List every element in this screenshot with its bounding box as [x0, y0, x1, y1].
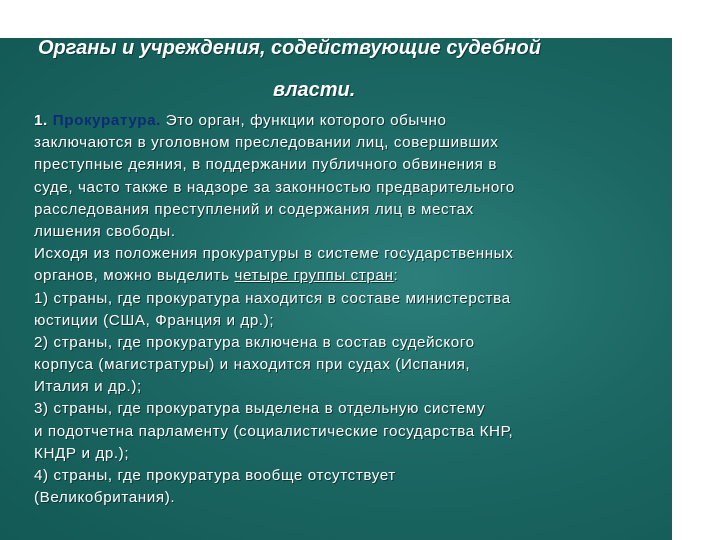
list-item-4-line-2: (Великобритания). — [34, 489, 176, 507]
body-line-2: заключаются в уголовном преследовании лиц, совершивших — [34, 134, 499, 152]
body-line-7: Исходя из положения прокуратуры в системе государственных — [34, 245, 514, 263]
four-groups-phrase: четыре группы стран — [234, 267, 394, 285]
list-item-4-line-1: 4) страны, где прокуратура вообще отсутствует — [34, 467, 396, 484]
list-item-3-line-3: КНДР и др.); — [34, 444, 130, 462]
slide-body — [34, 110, 634, 509]
slide-title-line-1: Органы и учреждения, содействующие судебной — [38, 38, 541, 59]
slide-title-line-2: власти. — [273, 79, 356, 101]
section-term: Прокуратура. — [52, 112, 161, 129]
body-text: органов, можно выделить — [34, 267, 230, 285]
list-item-3-line-2: и подотчетна парламенту (социалистические государства КНР, — [34, 422, 514, 440]
body-line-6: лишения свободы. — [34, 222, 176, 240]
list-item-1-line-1: 1) страны, где прокуратура находится в составе министерства — [34, 289, 511, 307]
body-line-1 — [34, 110, 634, 132]
body-line-4: суде, часто также в надзоре за законностью предварительного — [34, 178, 515, 196]
list-item-2-line-2: корпуса (магистратуры) и находится при судах (Испания, — [34, 356, 471, 374]
body-line-5: расследования преступлений и содержания лиц в местах — [34, 200, 474, 218]
list-item-2-line-3: Италия и др.); — [34, 378, 142, 396]
body-text: Это орган, функции которого обычно — [165, 112, 447, 129]
section-number: 1. — [34, 112, 48, 129]
body-line-3: преступные деяния, в поддержании публичного обвинения в — [34, 156, 497, 174]
body-line-8 — [34, 265, 634, 287]
colon: : — [393, 267, 399, 285]
slide — [0, 38, 672, 540]
list-item-2-line-1: 2) страны, где прокуратура включена в состав судейского — [34, 333, 475, 351]
list-item-3-line-1: 3) страны, где прокуратура выделена в отдельную систему — [34, 400, 486, 418]
list-item-1-line-2: юстиции (США, Франция и др.); — [34, 311, 275, 329]
